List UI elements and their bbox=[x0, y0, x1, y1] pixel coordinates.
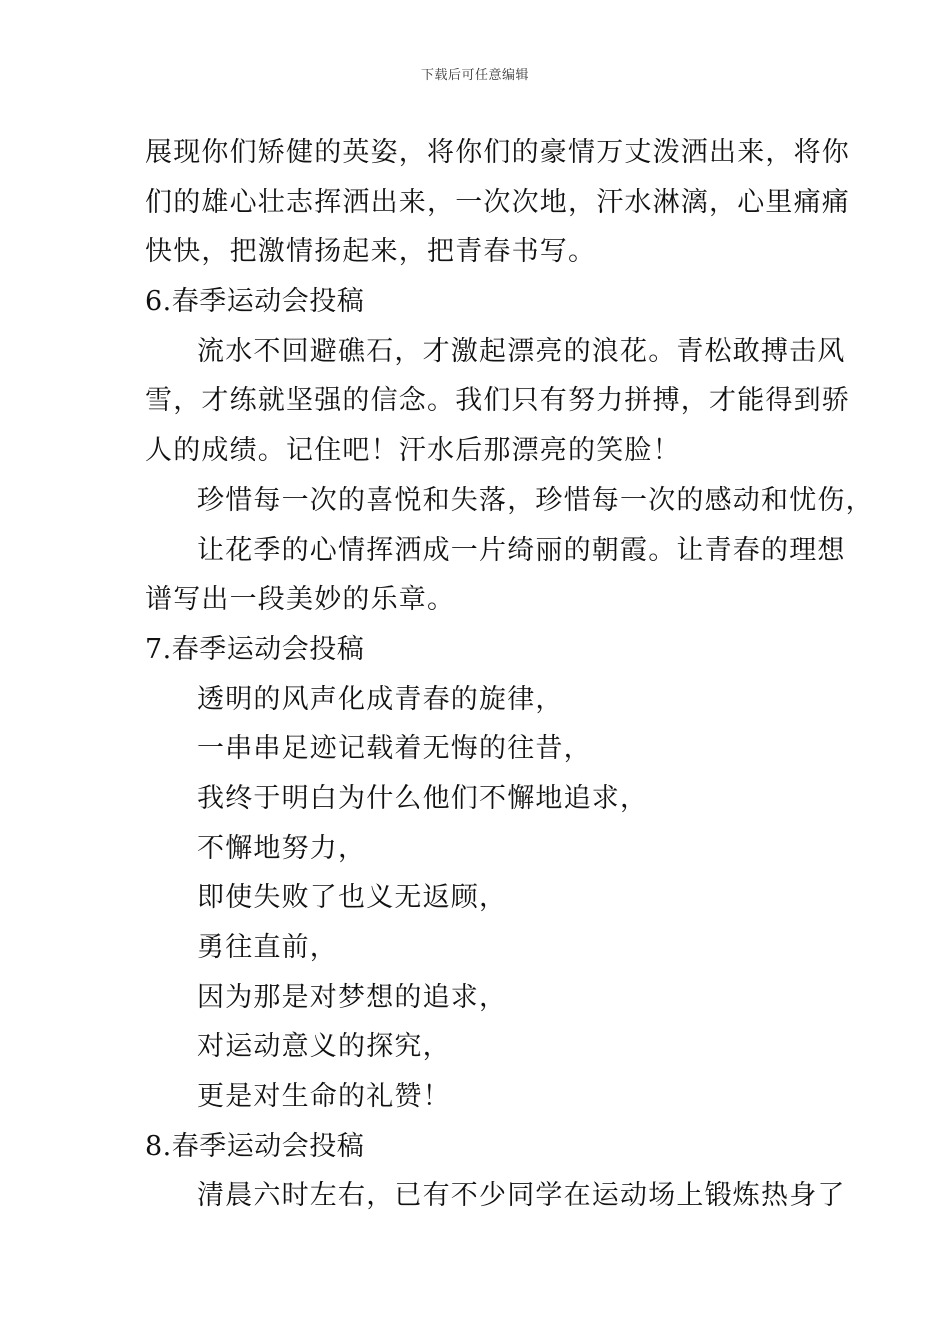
paragraph-line: 们的雄心壮志挥洒出来，一次次地，汗水淋漓，心里痛痛 bbox=[145, 186, 850, 218]
poem-line: 透明的风声化成青春的旋律， bbox=[197, 683, 564, 715]
paragraph-line: 快快，把激情扬起来，把青春书写。 bbox=[145, 236, 597, 268]
section-heading: 8.春季运动会投稿 bbox=[145, 1130, 365, 1162]
poem-line: 一串串足迹记载着无悔的往昔， bbox=[197, 733, 592, 765]
paragraph-line: 清晨六时左右，已有不少同学在运动场上锻炼热身了 bbox=[197, 1180, 846, 1212]
paragraph-line: 流水不回避礁石，才激起漂亮的浪花。青松敢搏击风 bbox=[197, 335, 846, 367]
paragraph-line: 展现你们矫健的英姿，将你们的豪情万丈泼洒出来，将你 bbox=[145, 137, 850, 168]
section-heading: 6.春季运动会投稿 bbox=[145, 286, 365, 318]
paragraph-line: 谱写出一段美妙的乐章。 bbox=[145, 584, 456, 616]
paragraph-line: 雪，才练就坚强的信念。我们只有努力拼搏，才能得到骄 bbox=[145, 385, 850, 417]
document-body bbox=[145, 128, 874, 1221]
poem-line: 更是对生命的礼赞！ bbox=[197, 1081, 451, 1113]
poem-line: 因为那是对梦想的追求， bbox=[197, 981, 508, 1013]
page-header: 下载后可任意编辑 bbox=[420, 68, 529, 83]
section-heading: 7.春季运动会投稿 bbox=[145, 633, 365, 665]
poem-line: 对运动意义的探究， bbox=[197, 1031, 451, 1063]
poem-line: 我终于明白为什么他们不懈地追求， bbox=[197, 782, 649, 814]
poem-line: 不懈地努力， bbox=[197, 832, 367, 864]
poem-line: 勇往直前， bbox=[197, 932, 338, 963]
paragraph-line: 珍惜每一次的喜悦和失落，珍惜每一次的感动和忧伤， bbox=[197, 484, 874, 516]
poem-line: 即使失败了也义无返顾， bbox=[197, 882, 508, 914]
paragraph-line: 人的成绩。记住吧！汗水后那漂亮的笑脸！ bbox=[145, 435, 681, 467]
paragraph-line: 让花季的心情挥洒成一片绮丽的朝霞。让青春的理想 bbox=[197, 534, 846, 566]
